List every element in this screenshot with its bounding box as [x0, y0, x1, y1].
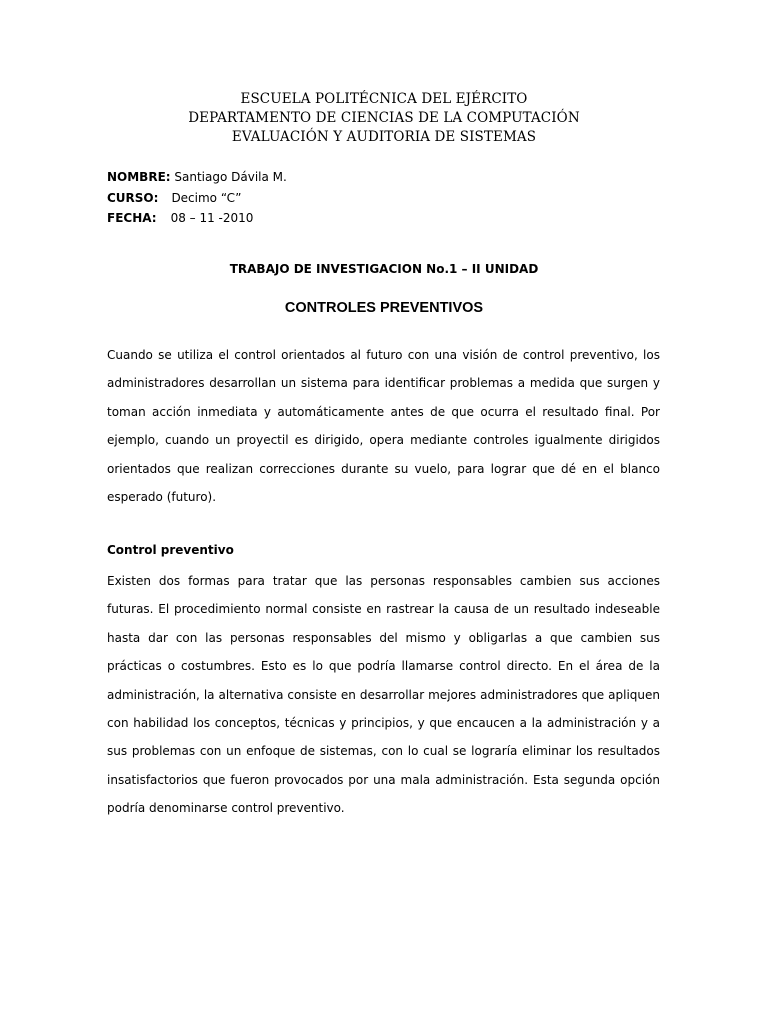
- student-info: [107, 167, 287, 229]
- fecha-label: FECHA:: [107, 211, 157, 225]
- document-title: CONTROLES PREVENTIVOS: [284, 300, 484, 316]
- course-subject: EVALUACIÓN Y AUDITORIA DE SISTEMAS: [231, 129, 537, 145]
- section-paragraph: Existen dos formas para tratar que las personas responsables cambien sus acciones futuras. El procedimiento normal consiste en rastrear la causa de un resultado indeseable hasta dar con las personas responsables del mismo y obligarlas a que cambien sus prácticas o costumbres. Esto es lo que podría llamarse control directo. En el área de la administración, la alternativa consiste en desarrollar mejores administradores que apliquen con habilidad los conceptos, técnicas y principios, y que encaucen a la administración y a sus problemas con un enfoque de sistemas, con lo cual se lograría eliminar los resultados insatisfactorios que fueron provocados por una mala administración. Esta segunda opción podría denominarse control preventivo.: [107, 574, 660, 816]
- fecha-value: 08 – 11 -2010: [170, 211, 254, 225]
- document-header: [0, 90, 768, 147]
- nombre-row: [107, 167, 287, 188]
- nombre-label: NOMBRE:: [107, 170, 171, 184]
- section-heading: Control preventivo: [107, 543, 234, 557]
- assignment-subtitle: TRABAJO DE INVESTIGACION No.1 – II UNIDAD: [229, 262, 539, 276]
- institution-name: ESCUELA POLITÉCNICA DEL EJÉRCITO: [240, 91, 528, 107]
- curso-value: Decimo “C”: [171, 190, 242, 205]
- department-name: DEPARTAMENTO DE CIENCIAS DE LA COMPUTACIÓN: [188, 110, 580, 126]
- curso-label: CURSO:: [107, 190, 159, 205]
- curso-row: [107, 188, 287, 209]
- fecha-row: [107, 208, 287, 229]
- intro-paragraph: Cuando se utiliza el control orientados al futuro con una visión de control preventivo, los administradores desarrollan un sistema para identificar problemas a medida que surgen y toman acción inmediata y automáticamente antes de que ocurra el resultado final. Por ejemplo, cuando un proyectil es dirigido, opera mediante controles igualmente dirigidos orientados que realizan correcciones durante su vuelo, para lograr que dé en el blanco esperado (futuro).: [107, 348, 660, 505]
- nombre-value: Santiago Dávila M.: [170, 170, 287, 184]
